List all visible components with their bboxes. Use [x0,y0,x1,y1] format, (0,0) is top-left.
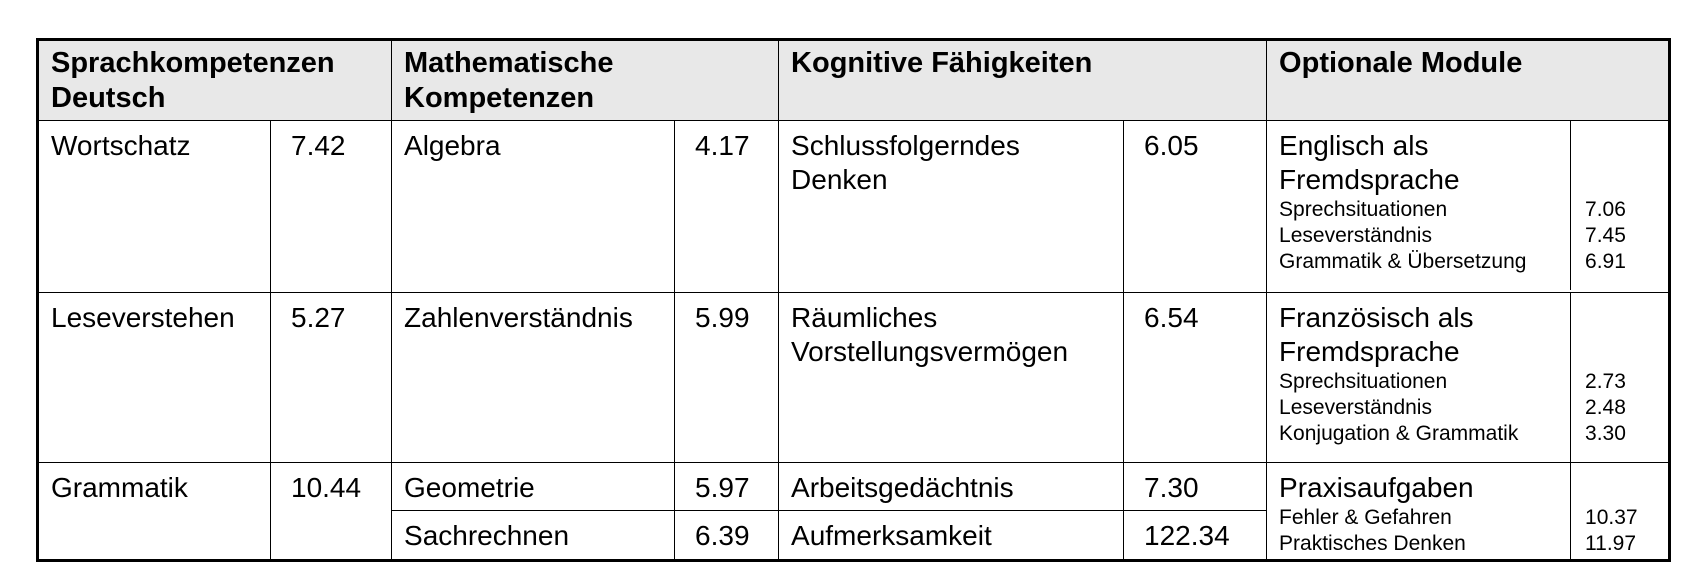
header-mathematische-kompetenzen: Mathematische Kompetenzen [392,40,779,121]
module-item-value: 7.45 [1585,224,1626,247]
module-item-value: 2.48 [1585,396,1626,419]
module-value-spacer [1585,121,1666,197]
optional-module-cell [1267,121,1670,293]
optional-module-cell [1267,293,1670,463]
mathe-value: 5.99 [675,293,779,463]
module-item-label: Leseverständnis [1279,396,1432,419]
mathe-label: Geometrie [392,463,675,511]
sprach-value: 5.27 [271,293,392,463]
module-item-label: Praktisches Denken [1279,532,1466,555]
kognitiv-label: Schlussfolgerndes Denken [779,121,1124,293]
header-row [38,40,1670,121]
sprach-value: 10.44 [271,463,392,561]
competency-table [36,38,1671,562]
sprach-label: Leseverstehen [38,293,271,463]
module-item-label: Sprechsituationen [1279,370,1448,393]
module-title: Praxisaufgaben [1279,472,1474,503]
module-item-value: 2.73 [1585,370,1626,393]
module-title: Französisch als Fremdsprache [1279,302,1474,367]
kognitiv-value: 122.34 [1124,511,1267,561]
module-value-spacer [1585,293,1666,369]
optional-module-cell [1267,463,1670,561]
mathe-label: Algebra [392,121,675,293]
module-title: Englisch als Fremdsprache [1279,130,1460,195]
kognitiv-label: Arbeitsgedächtnis [779,463,1124,511]
kognitiv-value: 6.05 [1124,121,1267,293]
table-row [38,121,1670,293]
mathe-label: Zahlenverständnis [392,293,675,463]
mathe-label: Sachrechnen [392,511,675,561]
module-value-spacer [1585,463,1666,505]
kognitiv-label: Räumliches Vorstellungsvermögen [779,293,1124,463]
mathe-value: 6.39 [675,511,779,561]
kognitiv-value: 7.30 [1124,463,1267,511]
sprach-value: 7.42 [271,121,392,293]
module-item-value: 6.91 [1585,250,1626,273]
header-sprachkompetenzen-deutsch: Sprachkompetenzen Deutsch [38,40,392,121]
module-item-label: Fehler & Gefahren [1279,506,1452,529]
mathe-value: 4.17 [675,121,779,293]
module-item-value: 10.37 [1585,506,1638,529]
module-item-value: 3.30 [1585,422,1626,445]
module-item-label: Leseverständnis [1279,224,1432,247]
sprach-label: Grammatik [38,463,271,561]
module-item-value: 7.06 [1585,198,1626,221]
kognitiv-value: 6.54 [1124,293,1267,463]
module-item-label: Sprechsituationen [1279,198,1448,221]
module-item-value: 11.97 [1585,532,1637,555]
header-kognitive-faehigkeiten: Kognitive Fähigkeiten [779,40,1267,121]
table-row [38,463,1670,511]
mathe-value: 5.97 [675,463,779,511]
table-row [38,293,1670,463]
module-item-label: Grammatik & Übersetzung [1279,250,1527,273]
sprach-label: Wortschatz [38,121,271,293]
header-optionale-module: Optionale Module [1267,40,1670,121]
kognitiv-label: Aufmerksamkeit [779,511,1124,561]
module-item-label: Konjugation & Grammatik [1279,422,1519,445]
